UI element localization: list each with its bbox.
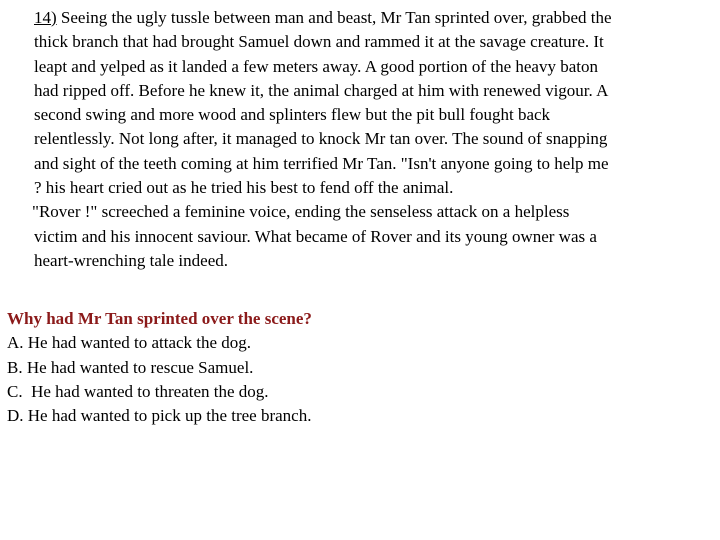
reading-passage bbox=[34, 6, 718, 273]
passage-line: and sight of the teeth coming at him terrified Mr Tan. "Isn't anyone going to help me bbox=[34, 153, 609, 173]
answer-option-a[interactable]: A. He had wanted to attack the dog. bbox=[7, 333, 252, 353]
answer-option-c[interactable]: C. He had wanted to threaten the dog. bbox=[7, 381, 269, 401]
answer-option-b[interactable]: B. He had wanted to rescue Samuel. bbox=[7, 357, 254, 377]
question-text: Why had Mr Tan sprinted over the scene? bbox=[7, 309, 312, 328]
passage-line: relentlessly. Not long after, it managed to knock Mr tan over. The sound of snapping bbox=[34, 129, 608, 149]
passage-line: victim and his innocent saviour. What became of Rover and its young owner was a bbox=[34, 226, 597, 246]
passage-line: thick branch that had brought Samuel down and rammed it at the savage creature. It bbox=[34, 32, 604, 52]
answer-option-d[interactable]: D. He had wanted to pick up the tree branch. bbox=[7, 406, 312, 426]
question-block bbox=[7, 307, 707, 428]
question-number: 14) bbox=[34, 8, 57, 27]
passage-line: leapt and yelped as it landed a few meters away. A good portion of the heavy baton bbox=[34, 56, 598, 76]
passage-line: 14) Seeing the ugly tussle between man and beast, Mr Tan sprinted over, grabbed the bbox=[34, 8, 612, 27]
passage-line: "Rover !" screeched a feminine voice, ending the senseless attack on a helpless bbox=[32, 202, 570, 222]
passage-line: second swing and more wood and splinters flew but the pit bull fought back bbox=[34, 105, 551, 125]
passage-line: had ripped off. Before he knew it, the animal charged at him with renewed vigour. A bbox=[34, 80, 609, 100]
passage-line: heart-wrenching tale indeed. bbox=[34, 250, 228, 270]
passage-line: ? his heart cried out as he tried his best to fend off the animal. bbox=[34, 178, 454, 198]
